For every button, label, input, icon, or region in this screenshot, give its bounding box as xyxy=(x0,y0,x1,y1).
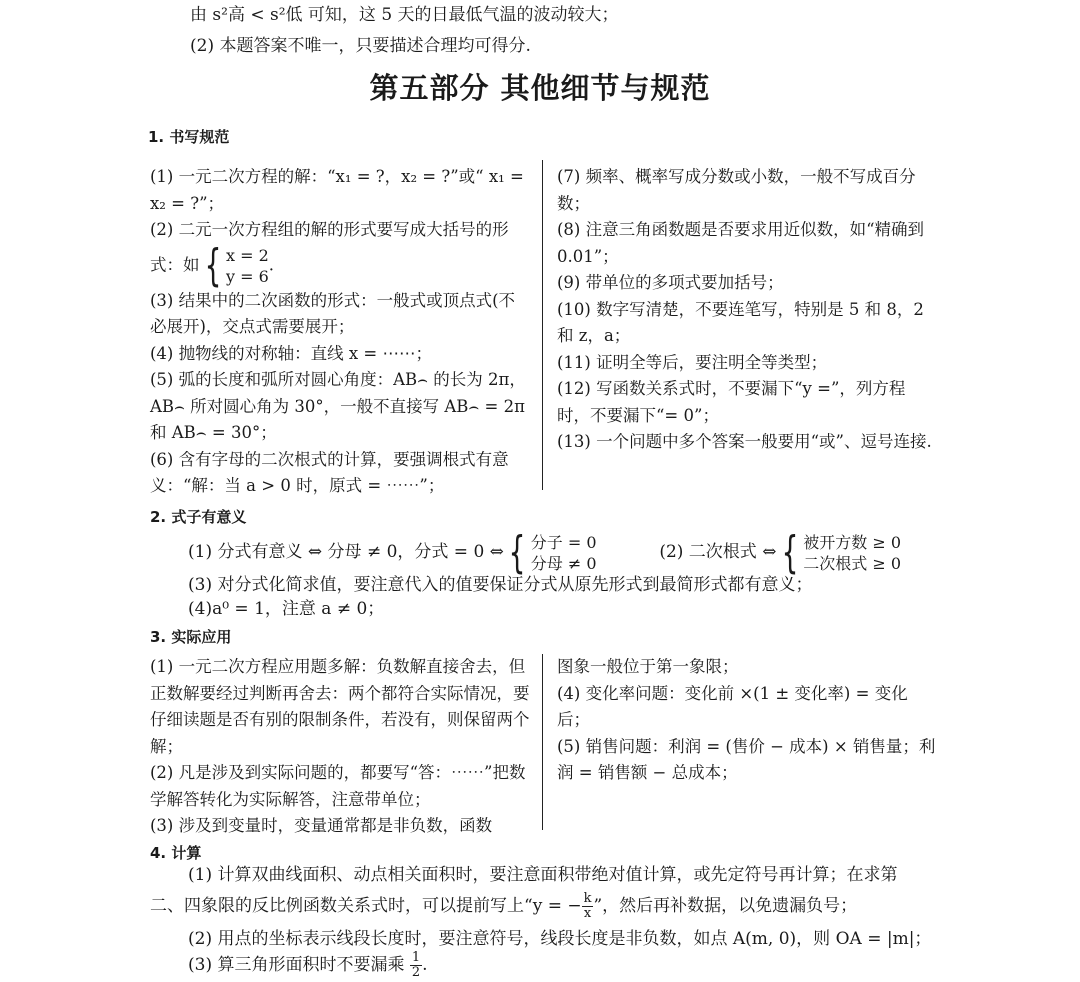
writing-rule-13: (13) 一个问题中多个答案一般要用“或”、逗号连接. xyxy=(557,432,932,451)
equation-line: x = 2 xyxy=(226,245,269,265)
brace-icon: { xyxy=(204,239,222,291)
calc-line-2 xyxy=(150,888,857,924)
writing-rule-6: (6) 含有字母的二次根式的计算，要强调根式有意义：“解：当 a > 0 时，原式 = ⋯⋯”； xyxy=(150,449,509,495)
writing-rule-2: (2) 二元一次方程组的解的形式要写成大括号的形式：如 { x = 2 y = 6 . xyxy=(150,220,509,291)
section-1-left-column xyxy=(150,164,530,500)
calc-line-3: (2) 用点的坐标表示线段长度时，要注意符号，线段长度是非负数，如点 A(m, 0)，则 OA = |m|； xyxy=(188,929,932,949)
section-3-left-column xyxy=(150,654,530,840)
section-1-heading: 1. 书写规范 xyxy=(148,128,230,146)
writing-rule-11: (11) 证明全等后，要注明全等类型； xyxy=(557,352,828,372)
calc-line-4: (3) 算三角形面积时不要漏乘 $\frac{1}{2}$ . xyxy=(188,950,428,980)
prev-answer-line-2: (2) 本题答案不唯一，只要描述合理均可得分. xyxy=(190,36,531,56)
fraction-one-half xyxy=(410,951,422,980)
application-rule-3-cont: 图象一般位于第一象限； xyxy=(557,657,739,676)
radical-condition-text: (2) 二次根式 ⇔ xyxy=(659,542,777,562)
column-divider xyxy=(542,654,543,830)
equation-system xyxy=(226,245,269,287)
fraction-condition-text: (1) 分式有意义 ⇔ 分母 ≠ 0，分式 = 0 ⇔ xyxy=(188,542,504,562)
section-2-heading: 2. 式子有意义 xyxy=(150,508,247,526)
application-rule-2: (2) 凡是涉及到实际问题的，都要写“答：⋯⋯”把数学解答转化为实际解答，注意带单位； xyxy=(150,763,526,809)
prev-answer-line-1: 由 s²高 < s²低 可知，这 5 天的日最低气温的波动较大； xyxy=(190,5,619,25)
fraction-denominator: x xyxy=(583,906,592,921)
equation-line: y = 6 xyxy=(226,266,269,286)
meaningful-expr-line-2: (3) 对分式化简求值，要注意代入的值要保证分式从原先形式到最简形式都有意义； xyxy=(188,575,813,595)
condition-line: 二次根式 ≥ 0 xyxy=(803,553,902,573)
column-divider xyxy=(542,160,543,490)
calc-line-2-start: 二、四象限的反比例函数关系式时，可以提前写上“y = − xyxy=(150,896,582,916)
section-3-heading: 3. 实际应用 xyxy=(150,628,232,646)
writing-rule-9: (9) 带单位的多项式要加括号； xyxy=(557,273,784,292)
writing-rule-12: (12) 写函数关系式时，不要漏下“y =”，列方程时，不要漏下“= 0”； xyxy=(557,379,906,425)
brace-icon: { xyxy=(781,526,799,578)
condition-line: 分母 ≠ 0 xyxy=(530,553,597,573)
meaningful-expr-line-3: (4)a⁰ = 1，注意 a ≠ 0； xyxy=(188,599,385,619)
condition-line: 被开方数 ≥ 0 xyxy=(803,532,902,552)
application-rule-1: (1) 一元二次方程应用题多解：负数解直接舍去，但正数解要经过判断再舍去：两个都符合实际情况，要仔细读题是否有别的限制条件，若没有，则保留两个解； xyxy=(150,657,530,756)
calc-line-2-end: ”，然后再补数据，以免遗漏负号； xyxy=(593,896,858,916)
page-title: 第五部分 其他细节与规范 xyxy=(369,71,711,105)
fraction-k-over-x xyxy=(582,892,594,921)
fraction-denominator: 2 xyxy=(411,965,421,980)
writing-rule-10: (10) 数字写清楚，不要连笔写，特别是 5 和 8，2 和 z，a； xyxy=(557,299,924,345)
writing-rule-3: (3) 结果中的二次函数的形式：一般式或顶点式(不必展开)，交点式需要展开； xyxy=(150,290,516,336)
writing-rule-8: (8) 注意三角函数题是否要求用近似数，如“精确到 0.01”； xyxy=(557,220,925,266)
writing-rule-1: (1) 一元二次方程的解：“x₁ = ?，x₂ = ?”或“ x₁ = x₂ = ?”； xyxy=(150,167,524,213)
radical-condition-system xyxy=(803,532,901,574)
section-1-right-column xyxy=(557,164,937,456)
section-4-heading: 4. 计算 xyxy=(150,844,202,862)
application-rule-3: (3) 涉及到变量时，变量通常都是非负数，函数 xyxy=(150,816,493,835)
writing-rule-2-text: (2) 二元一次方程组的解的形式要写成大括号的形式：如 xyxy=(150,220,509,274)
section-3-right-column xyxy=(557,654,937,787)
writing-rule-7: (7) 频率、概率写成分数或小数，一般不写成百分数； xyxy=(557,167,916,213)
calc-line-1: (1) 计算双曲线面积、动点相关面积时，要注意面积带绝对值计算，或先定符号再计算；在求第 xyxy=(188,865,898,885)
application-rule-4: (4) 变化率问题：变化前 ×(1 ± 变化率) = 变化后； xyxy=(557,683,908,729)
condition-line: 分子 = 0 xyxy=(530,532,597,552)
application-rule-5: (5) 销售问题：利润 = (售价 − 成本) × 销售量；利润 = 销售额 − 总成本； xyxy=(557,736,936,782)
meaningful-expr-line-1 xyxy=(188,526,902,578)
fraction-numerator: 1 xyxy=(411,950,421,965)
calc-line-4-text: (3) 算三角形面积时不要漏乘 xyxy=(188,955,405,975)
writing-rule-5: (5) 弧的长度和弧所对圆心角度：AB⌢ 的长为 2π，AB⌢ 所对圆心角为 30°，一般不直接写 AB⌢ = 2π 和 AB⌢ = 30°； xyxy=(150,370,526,442)
fraction-numerator: k xyxy=(583,891,592,906)
fraction-condition-system xyxy=(531,532,597,574)
brace-icon: { xyxy=(508,526,526,578)
writing-rule-4: (4) 抛物线的对称轴：直线 x = ⋯⋯； xyxy=(150,343,432,363)
